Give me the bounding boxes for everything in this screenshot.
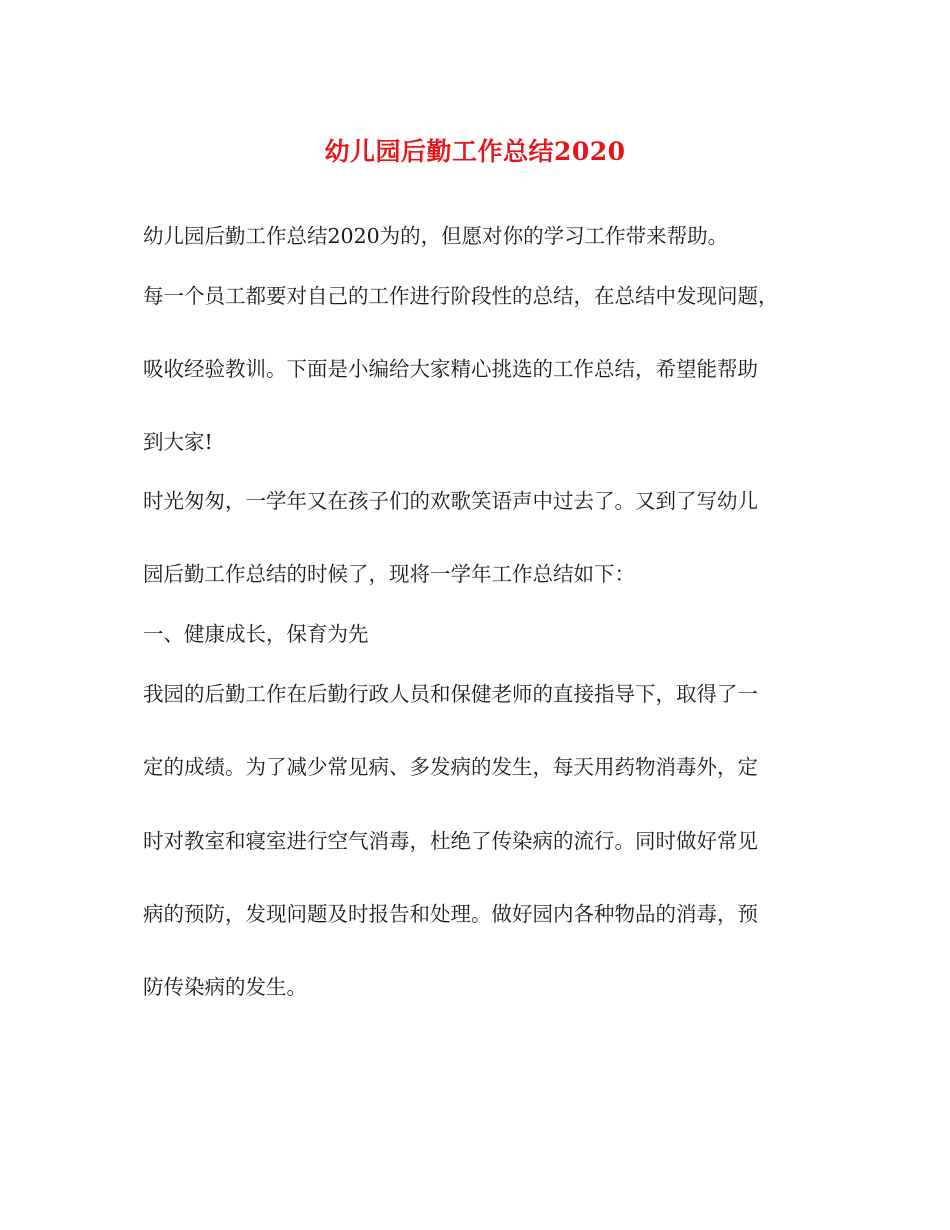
paragraph-line-1: 时光匆匆，一学年又在孩子们的欢歌笑语声中过去了。又到了写幼儿	[143, 489, 758, 513]
intro-line-3: 吸收经验教训。下面是小编给大家精心挑选的工作总结，希望能帮助	[143, 357, 758, 381]
section-line-3: 时对教室和寝室进行空气消毒，杜绝了传染病的流行。同时做好常见	[143, 829, 758, 853]
section-line-5: 防传染病的发生。	[143, 975, 307, 999]
section-line-2: 定的成绩。为了减少常见病、多发病的发生，每天用药物消毒外，定	[143, 755, 758, 779]
paragraph-line-2: 园后勤工作总结的时候了，现将一学年工作总结如下：	[143, 562, 635, 586]
section-heading: 一、健康成长，保育为先	[143, 622, 369, 646]
intro-line-1: 幼儿园后勤工作总结2020为的，但愿对你的学习工作带来帮助。	[143, 224, 729, 248]
intro-line-4: 到大家!	[143, 430, 213, 454]
section-line-1: 我园的后勤工作在后勤行政人员和保健老师的直接指导下，取得了一	[143, 682, 758, 706]
section-line-4: 病的预防，发现问题及时报告和处理。做好园内各种物品的消毒，预	[143, 902, 758, 926]
document-title: 幼儿园后勤工作总结2020	[324, 137, 626, 166]
intro-line-2: 每一个员工都要对自己的工作进行阶段性的总结，在总结中发现问题，	[143, 284, 779, 308]
